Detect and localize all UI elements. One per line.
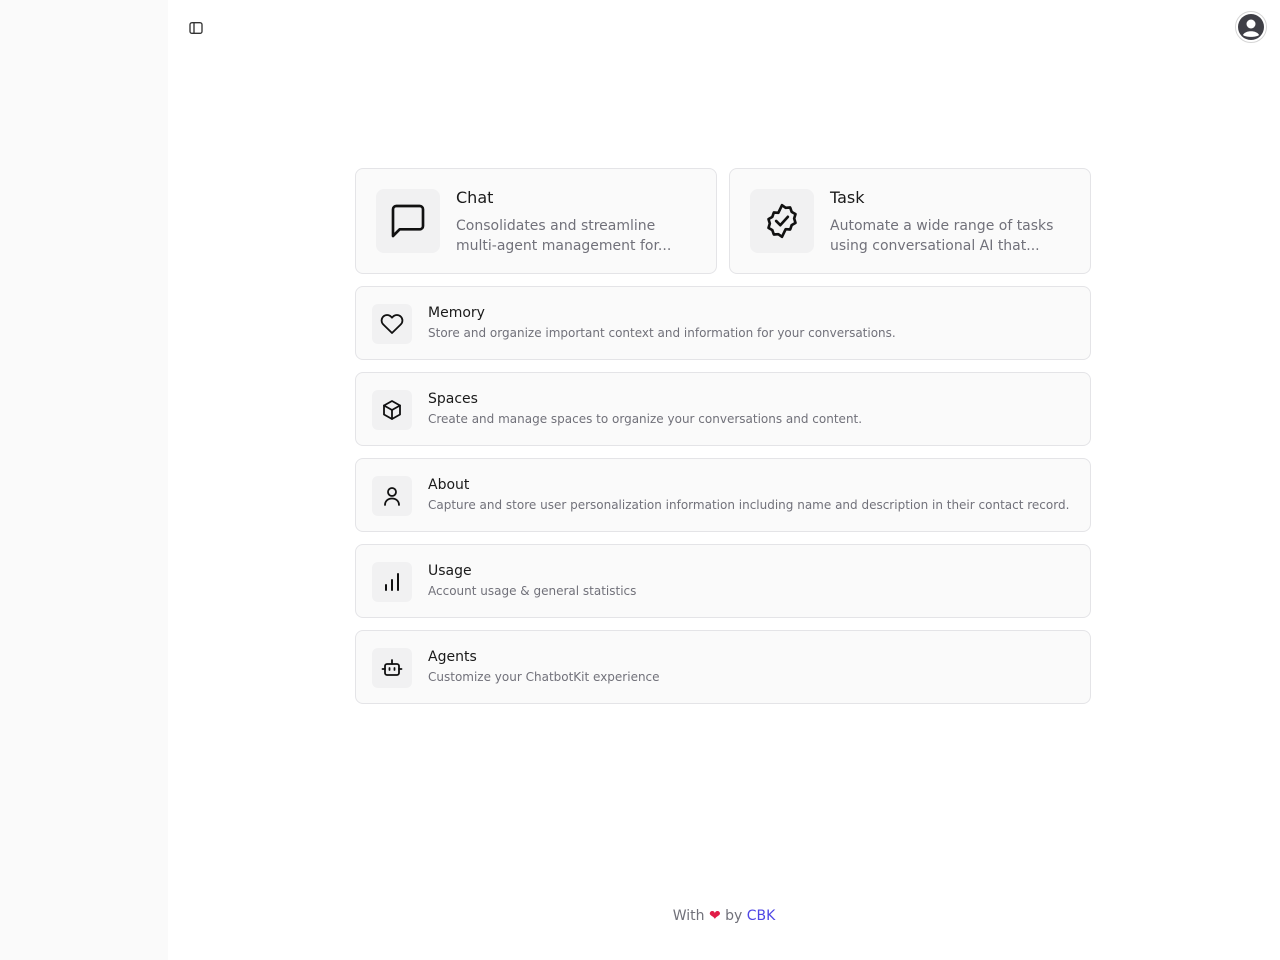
about-card[interactable] (355, 458, 1091, 532)
footer (0, 908, 1280, 924)
agents-card-description: Customize your ChatbotKit experience (428, 670, 660, 684)
task-card[interactable] (729, 168, 1091, 274)
heart-icon (380, 312, 404, 336)
user-icon (380, 484, 404, 508)
usage-icon-box (372, 562, 412, 602)
user-avatar-button[interactable] (1235, 11, 1267, 43)
memory-card[interactable] (355, 286, 1091, 360)
about-icon-box (372, 476, 412, 516)
task-icon-box (750, 189, 814, 253)
bar-chart-icon (380, 570, 404, 594)
agents-icon-box (372, 648, 412, 688)
chat-card-description: Consolidates and streamline multi-agent management for... (456, 218, 672, 254)
bot-icon (380, 656, 404, 680)
badge-check-icon (762, 201, 802, 241)
cbk-link[interactable]: CBK (746, 908, 776, 924)
chat-card-title: Chat (456, 188, 494, 207)
about-card-description: Capture and store user personalization information including name and description in their contact record. (428, 498, 1070, 512)
memory-card-title: Memory (428, 305, 485, 321)
sidebar (0, 0, 168, 960)
box-icon (380, 398, 404, 422)
task-card-description: Automate a wide range of tasks using conversational AI that... (830, 218, 1054, 254)
about-card-title: About (428, 477, 470, 493)
chat-card[interactable] (355, 168, 717, 274)
usage-card-title: Usage (428, 563, 472, 579)
agents-card[interactable] (355, 630, 1091, 704)
memory-card-description: Store and organize important context and information for your conversations. (428, 326, 896, 340)
footer-prefix: With (672, 908, 705, 924)
memory-icon-box (372, 304, 412, 344)
usage-card[interactable] (355, 544, 1091, 618)
spaces-icon-box (372, 390, 412, 430)
message-square-icon (388, 201, 428, 241)
spaces-card[interactable] (355, 372, 1091, 446)
usage-card-description: Account usage & general statistics (428, 584, 637, 598)
agents-card-title: Agents (428, 649, 477, 665)
panel-left-icon (188, 20, 204, 36)
sidebar-toggle-button[interactable] (184, 16, 208, 40)
chat-icon-box (376, 189, 440, 253)
spaces-card-title: Spaces (428, 391, 478, 407)
task-card-title: Task (830, 188, 865, 207)
spaces-card-description: Create and manage spaces to organize your conversations and content. (428, 412, 863, 426)
footer-by: by (725, 908, 743, 924)
heart-icon: ❤ (708, 908, 721, 924)
user-circle-icon (1237, 13, 1265, 41)
